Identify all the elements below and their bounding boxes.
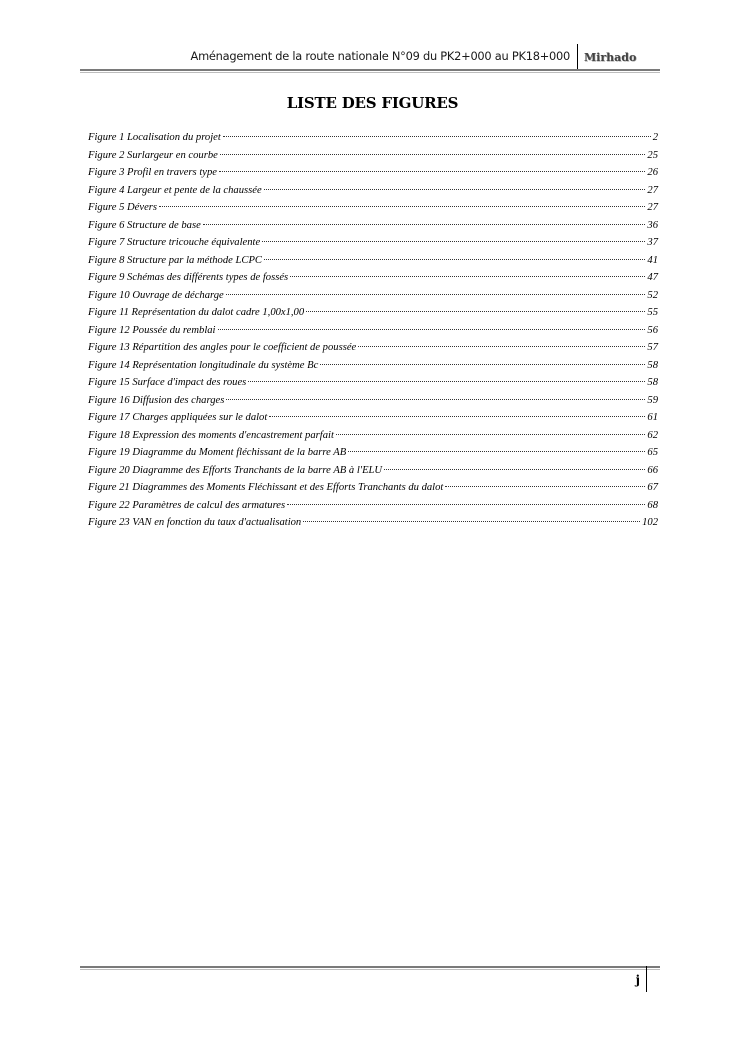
figure-entry-label: Figure 18 Expression des moments d'encastrement parfait xyxy=(88,429,334,441)
page-title: LISTE DES FIGURES xyxy=(286,94,459,112)
dot-leader xyxy=(203,224,646,225)
figure-entry-page: 58 xyxy=(647,359,658,371)
figure-entry-page: 41 xyxy=(647,254,658,266)
figure-entry-label: Figure 1 Localisation du projet xyxy=(88,132,221,143)
figure-entry-label: Figure 23 VAN en fonction du taux d'actualisation xyxy=(88,517,302,528)
figure-entry-label: Figure 9 Schémas des différents types de fossés xyxy=(88,272,289,283)
figure-entry-label: Figure 20 Diagramme des Efforts Tranchants de la barre AB à l'ELU xyxy=(88,464,383,476)
figure-entry[interactable] xyxy=(88,287,658,305)
figure-entry[interactable] xyxy=(88,444,658,462)
header-separator xyxy=(577,44,578,71)
figure-entry[interactable] xyxy=(88,252,658,270)
figure-entry-label: Figure 3 Profil en travers type xyxy=(88,167,217,178)
figure-entry[interactable] xyxy=(88,392,658,410)
page-number: j xyxy=(635,973,640,987)
figure-entry-page: 36 xyxy=(647,219,658,231)
figure-entry-label: Figure 6 Structure de base xyxy=(88,219,201,231)
figure-entry-page: 52 xyxy=(647,289,658,301)
dot-leader xyxy=(226,294,646,295)
dot-leader xyxy=(226,399,645,400)
footer-separator xyxy=(646,966,647,992)
figure-entry-page: 57 xyxy=(647,342,658,353)
figure-entry-label: Figure 17 Charges appliquées sur le dalot xyxy=(88,412,268,423)
figure-entry-page: 102 xyxy=(642,517,658,528)
dot-leader xyxy=(264,259,645,260)
figure-entry[interactable] xyxy=(88,322,658,340)
figure-entry-label: Figure 11 Représentation du dalot cadre 1,00x1,00 xyxy=(88,307,305,318)
dot-leader xyxy=(218,329,646,330)
figure-entry[interactable] xyxy=(88,462,658,480)
figure-entry[interactable] xyxy=(88,514,658,532)
dot-leader xyxy=(320,364,645,365)
figure-entry-label: Figure 4 Largeur et pente de la chaussée xyxy=(88,184,262,196)
figure-entry[interactable] xyxy=(88,479,658,497)
dot-leader xyxy=(306,311,645,312)
figure-entry-label: Figure 15 Surface d'impact des roues xyxy=(88,377,247,388)
figure-entry[interactable] xyxy=(88,357,658,375)
figure-entry-page: 65 xyxy=(647,447,658,458)
header-title: Aménagement de la route nationale N°09 du PK2+000 au PK18+000 xyxy=(190,49,570,63)
figure-entry-page: 2 xyxy=(652,132,658,143)
figure-entry[interactable] xyxy=(88,182,658,200)
figure-list xyxy=(88,129,658,532)
figure-entry[interactable] xyxy=(88,234,658,252)
figure-entry-page: 25 xyxy=(647,149,658,161)
dot-leader xyxy=(219,171,645,172)
figure-entry-label: Figure 8 Structure par la méthode LCPC xyxy=(88,254,262,266)
dot-leader xyxy=(220,154,646,155)
figure-entry-page: 67 xyxy=(647,482,658,493)
figure-entry-page: 68 xyxy=(647,499,658,511)
dot-leader xyxy=(159,206,645,207)
figure-entry[interactable] xyxy=(88,374,658,392)
dot-leader xyxy=(287,504,645,505)
figure-entry-label: Figure 2 Surlargeur en courbe xyxy=(88,149,218,161)
figure-entry-label: Figure 16 Diffusion des charges xyxy=(88,394,225,406)
figure-entry[interactable] xyxy=(88,427,658,445)
dot-leader xyxy=(336,434,646,435)
figure-entry-page: 27 xyxy=(647,202,658,213)
figure-entry-page: 59 xyxy=(647,394,658,406)
figure-entry-label: Figure 19 Diagramme du Moment fléchissant de la barre AB xyxy=(88,447,347,458)
figure-entry[interactable] xyxy=(88,339,658,357)
figure-entry[interactable] xyxy=(88,129,658,147)
figure-entry-label: Figure 14 Représentation longitudinale du système Bc xyxy=(88,359,319,371)
header-rule-thin xyxy=(80,72,660,73)
figure-entry[interactable] xyxy=(88,199,658,217)
figure-entry-page: 27 xyxy=(647,184,658,196)
figure-entry-page: 26 xyxy=(647,167,658,178)
header-rule xyxy=(80,69,660,71)
figure-entry[interactable] xyxy=(88,304,658,322)
figure-entry[interactable] xyxy=(88,147,658,165)
figure-entry-page: 62 xyxy=(647,429,658,441)
figure-entry-page: 66 xyxy=(647,464,658,476)
figure-entry-page: 58 xyxy=(647,377,658,388)
figure-entry-label: Figure 5 Dévers xyxy=(88,202,158,213)
figure-entry-label: Figure 12 Poussée du remblai xyxy=(88,324,216,336)
figure-entry-label: Figure 22 Paramètres de calcul des armatures xyxy=(88,499,286,511)
dot-leader xyxy=(269,416,645,417)
figure-entry[interactable] xyxy=(88,269,658,287)
footer-rule xyxy=(80,966,660,968)
figure-entry-label: Figure 13 Répartition des angles pour le coefficient de poussée xyxy=(88,342,357,353)
figure-entry[interactable] xyxy=(88,164,658,182)
dot-leader xyxy=(303,521,640,522)
dot-leader xyxy=(290,276,645,277)
dot-leader xyxy=(248,381,645,382)
figure-entry[interactable] xyxy=(88,497,658,515)
figure-entry-page: 56 xyxy=(647,324,658,336)
dot-leader xyxy=(384,469,645,470)
figure-entry-label: Figure 10 Ouvrage de décharge xyxy=(88,289,224,301)
figure-entry-label: Figure 21 Diagrammes des Moments Fléchissant et des Efforts Tranchants du dalot xyxy=(88,482,444,493)
dot-leader xyxy=(264,189,646,190)
figure-entry-page: 47 xyxy=(647,272,658,283)
figure-entry-page: 37 xyxy=(647,237,658,248)
figure-entry-page: 55 xyxy=(647,307,658,318)
figure-entry[interactable] xyxy=(88,217,658,235)
dot-leader xyxy=(445,486,645,487)
figure-entry-label: Figure 7 Structure tricouche équivalente xyxy=(88,237,261,248)
header-author: Mirhado xyxy=(584,51,637,64)
dot-leader xyxy=(358,346,645,347)
dot-leader xyxy=(348,451,645,452)
dot-leader xyxy=(262,241,645,242)
dot-leader xyxy=(223,136,651,137)
figure-entry[interactable] xyxy=(88,409,658,427)
figure-entry-page: 61 xyxy=(647,412,658,423)
footer-rule-thin xyxy=(80,969,660,970)
